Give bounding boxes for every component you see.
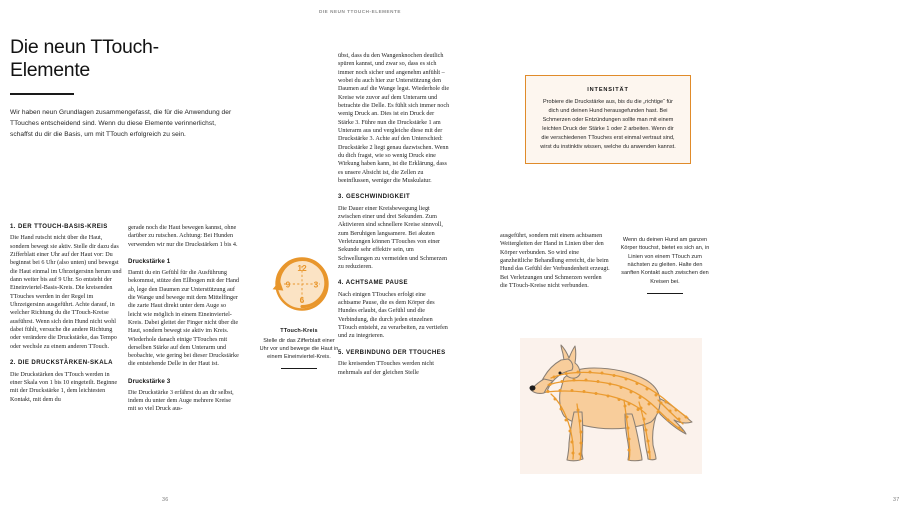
section-body-5: Die kreisenden TTouches werden nicht mehrmals auf der gleichen Stelle [338, 361, 434, 376]
side-note-rule [647, 293, 683, 294]
text-column-3 [338, 52, 450, 377]
side-note-text: Wenn du deinen Hund am ganzen Körper ttouchst, bietet es sich an, in Linien von einem TTouch zum nächsten zu gleiten. Halte den sanften Kontakt auch zwischen den Kreisen bei. [620, 237, 710, 285]
page-left [0, 0, 360, 515]
side-note [620, 236, 710, 294]
title-rule [10, 93, 74, 95]
text-column-2 [128, 224, 240, 414]
svg-text:3: 3 [313, 279, 319, 290]
dog-illustration [520, 338, 702, 474]
column-4-continuation: ausgeführt, sondern mit einem achtsamen Weitergleiten der Hand in Linien über den Körper verbunden. So wird eine ganzheitliche Behandlung erreicht, die beim Hund das Gefühl der Verbundenheit erzeugt. Bei Verletzungen und Schmerzen werden die TTouch-Kreise nicht verbunden. [500, 233, 610, 289]
section-heading-5: 5. VERBINDUNG DER TTOUCHES [338, 349, 446, 356]
intensity-title: INTENSITÄT [587, 87, 629, 93]
subheading-druckstaerke-1: Druckstärke 1 [128, 257, 171, 265]
intro-paragraph: Wir haben neun Grundlagen zusammengefasst, die für die Anwendung der TTouches entscheidend sind. Wenn du diese Elemente verinnerlichst, schaffst du dir die Basis, um mit TTouch erfolgreich zu sein. [10, 108, 232, 138]
ttouch-clock-icon [262, 252, 336, 322]
svg-text:12: 12 [297, 263, 307, 273]
dog-nose-icon [530, 385, 536, 390]
figure-title: TTouch-Kreis [280, 328, 318, 334]
dog-eye-icon [559, 372, 562, 375]
column-3-continuation: übst, dass du den Wangenknochen deutlich spüren kannst, und zwar so, dass es sich immer noch sicher und angenehm anfühlt – wobei du auch hier zur Unterstützung den Daumen auf die Wange legst. Wiederhole die Kreise wie zuvor auf dem Unterarm und betrachte die Delle. Es fühlt sich immer noch wenig Druck an. Dies ist ein Druck der Stärke 3. Führe nun die Druckstärke 1 am Unterarm aus und vergleiche diese mit der Druckstärke 3. Achte auf den Unterschied: Druckstärke 2 liegt genau dazwischen. Wenn du dich fragst, wie so wenig Druck eine Wirkung haben kann, ist die Erklärung, dass es unsere Absicht ist, die Zellen zu beeinflussen, weniger die Muskulatur. [338, 53, 450, 184]
section-heading-4: 4. ACHTSAME PAUSE [338, 280, 408, 287]
subheading-druckstaerke-3: Druckstärke 3 [128, 377, 171, 385]
page-title: Die neun TTouch-Elemente [10, 36, 159, 81]
intensity-callout-box [525, 75, 691, 164]
folio-right: 37 [893, 497, 900, 503]
intensity-body: Probiere die Druckstärke aus, bis du die „richtige“ für dich und deinen Hund herausgefunden hast. Bei Schmerzen oder Entzündungen sollte man mit einem leichten Druck der Stärke 1 oder 2 arbeiten. Wenn dir die verschiedenen TTouches erst einmal vertraut sind, wirst du instinktiv wissen, welche du anwenden kannst. [540, 99, 676, 150]
figure-caption: Stelle dir das Zifferblatt einer Uhr vor und bewege die Haut in einem Eineinviertel-Kreis. [259, 337, 339, 360]
section-body-1: Die Hand rutscht nicht über die Haut, sondern bewegt sie aktiv. Stelle dir dazu das Zifferblatt einer Uhr auf der Haut vor: Du beginnst bei 6 Uhr (also unten) und bewegst die Haut einmal im Uhrzeigersinn herum und dann weiter bis auf 9 Uhr. So entsteht der Eineinviertel-Basis-Kreis. Die kreisenden TTouches werden in der Regel im Uhrzeigersinn ausgeführt. Achte darauf, in welcher Richtung du die TTouch-Kreise ausführst. Wenn sich dein Hund nicht wohl dabei fühlt, versuche die andere Richtung oder verändere die Druckstärke, das Tempo oder wechsle zu einem anderen TTouch. [10, 235, 122, 350]
section-body-2: Die Druckstärken des TTouch werden in einer Skala von 1 bis 10 eingeteilt. Beginne mit der Druckstärke 1, dem leichtesten Kontakt, mit dem du [10, 371, 118, 403]
text-column-4 [500, 232, 610, 290]
svg-text:6: 6 [299, 295, 305, 305]
section-body-4: Nach einigen TTouches erfolgt eine achtsame Pause, die es dem Körper des Hundes erlaubt, das Gefühl und die Verbindung, die durch jeden einzelnen TTouch entsteht, zu verarbeiten, zu vertiefen und zu integrieren. [338, 291, 448, 340]
title-block [10, 36, 232, 146]
text-column-1 [10, 224, 122, 404]
section-heading-3: 3. GESCHWINDIGKEIT [338, 194, 411, 201]
druckstaerke-3-body: Die Druckstärke 3 erfährst du an dir selbst, indem du unter dem Auge mehrere Kreise mit so viel Druck aus- [128, 389, 234, 413]
section-heading-2: 2. DIE DRUCKSTÄRKEN-SKALA [10, 360, 113, 367]
running-head: DIE NEUN TTOUCH-ELEMENTE [318, 9, 402, 14]
column-2-continuation: gerade noch die Haut bewegen kannst, ohne darüber zu rutschen. Achtung: Bei Hunden verwenden wir nur die Druckstärken 1 bis 4. [128, 225, 238, 248]
folio-left: 36 [162, 497, 169, 503]
figure-rule [281, 368, 317, 369]
clock-figure [250, 252, 348, 369]
dog-with-ttouch-lines-icon [520, 338, 702, 474]
svg-text:9: 9 [285, 279, 291, 290]
section-body-3: Die Dauer einer Kreisbewegung liegt zwischen einer und drei Sekunden. Zum Aktivieren sind schnellere Kreise sinnvoll, zum Beruhigen langsamere. Bei akuten Verletzungen können TTouches von einer Sekunde sehr effektiv sein, um Schwellungen zu vermeiden und Schmerzen zu reduzieren. [338, 205, 448, 271]
section-heading-1: 1. DER TTOUCH-BASIS-KREIS [10, 224, 108, 230]
druckstaerke-1-body: Damit du ein Gefühl für die Ausführung bekommst, stütze den Ellbogen mit der Hand ab, lege den Daumen zur Unterstützung auf die Wange und bewege mit dem Mittelfinger die zarte Haut direkt unter dem Auge so leicht wie möglich in einem Eineinviertel-Kreis. Dabei gleitet der Finger nicht über die Haut, sondern bewegt sie aktiv im Kreis. Wiederhole danach einige TTouches mit derselben Stärke auf dem Unterarm und beobachte, wie gering bei dieser Druckstärke die entstehende Delle in der Haut ist. [128, 269, 240, 368]
